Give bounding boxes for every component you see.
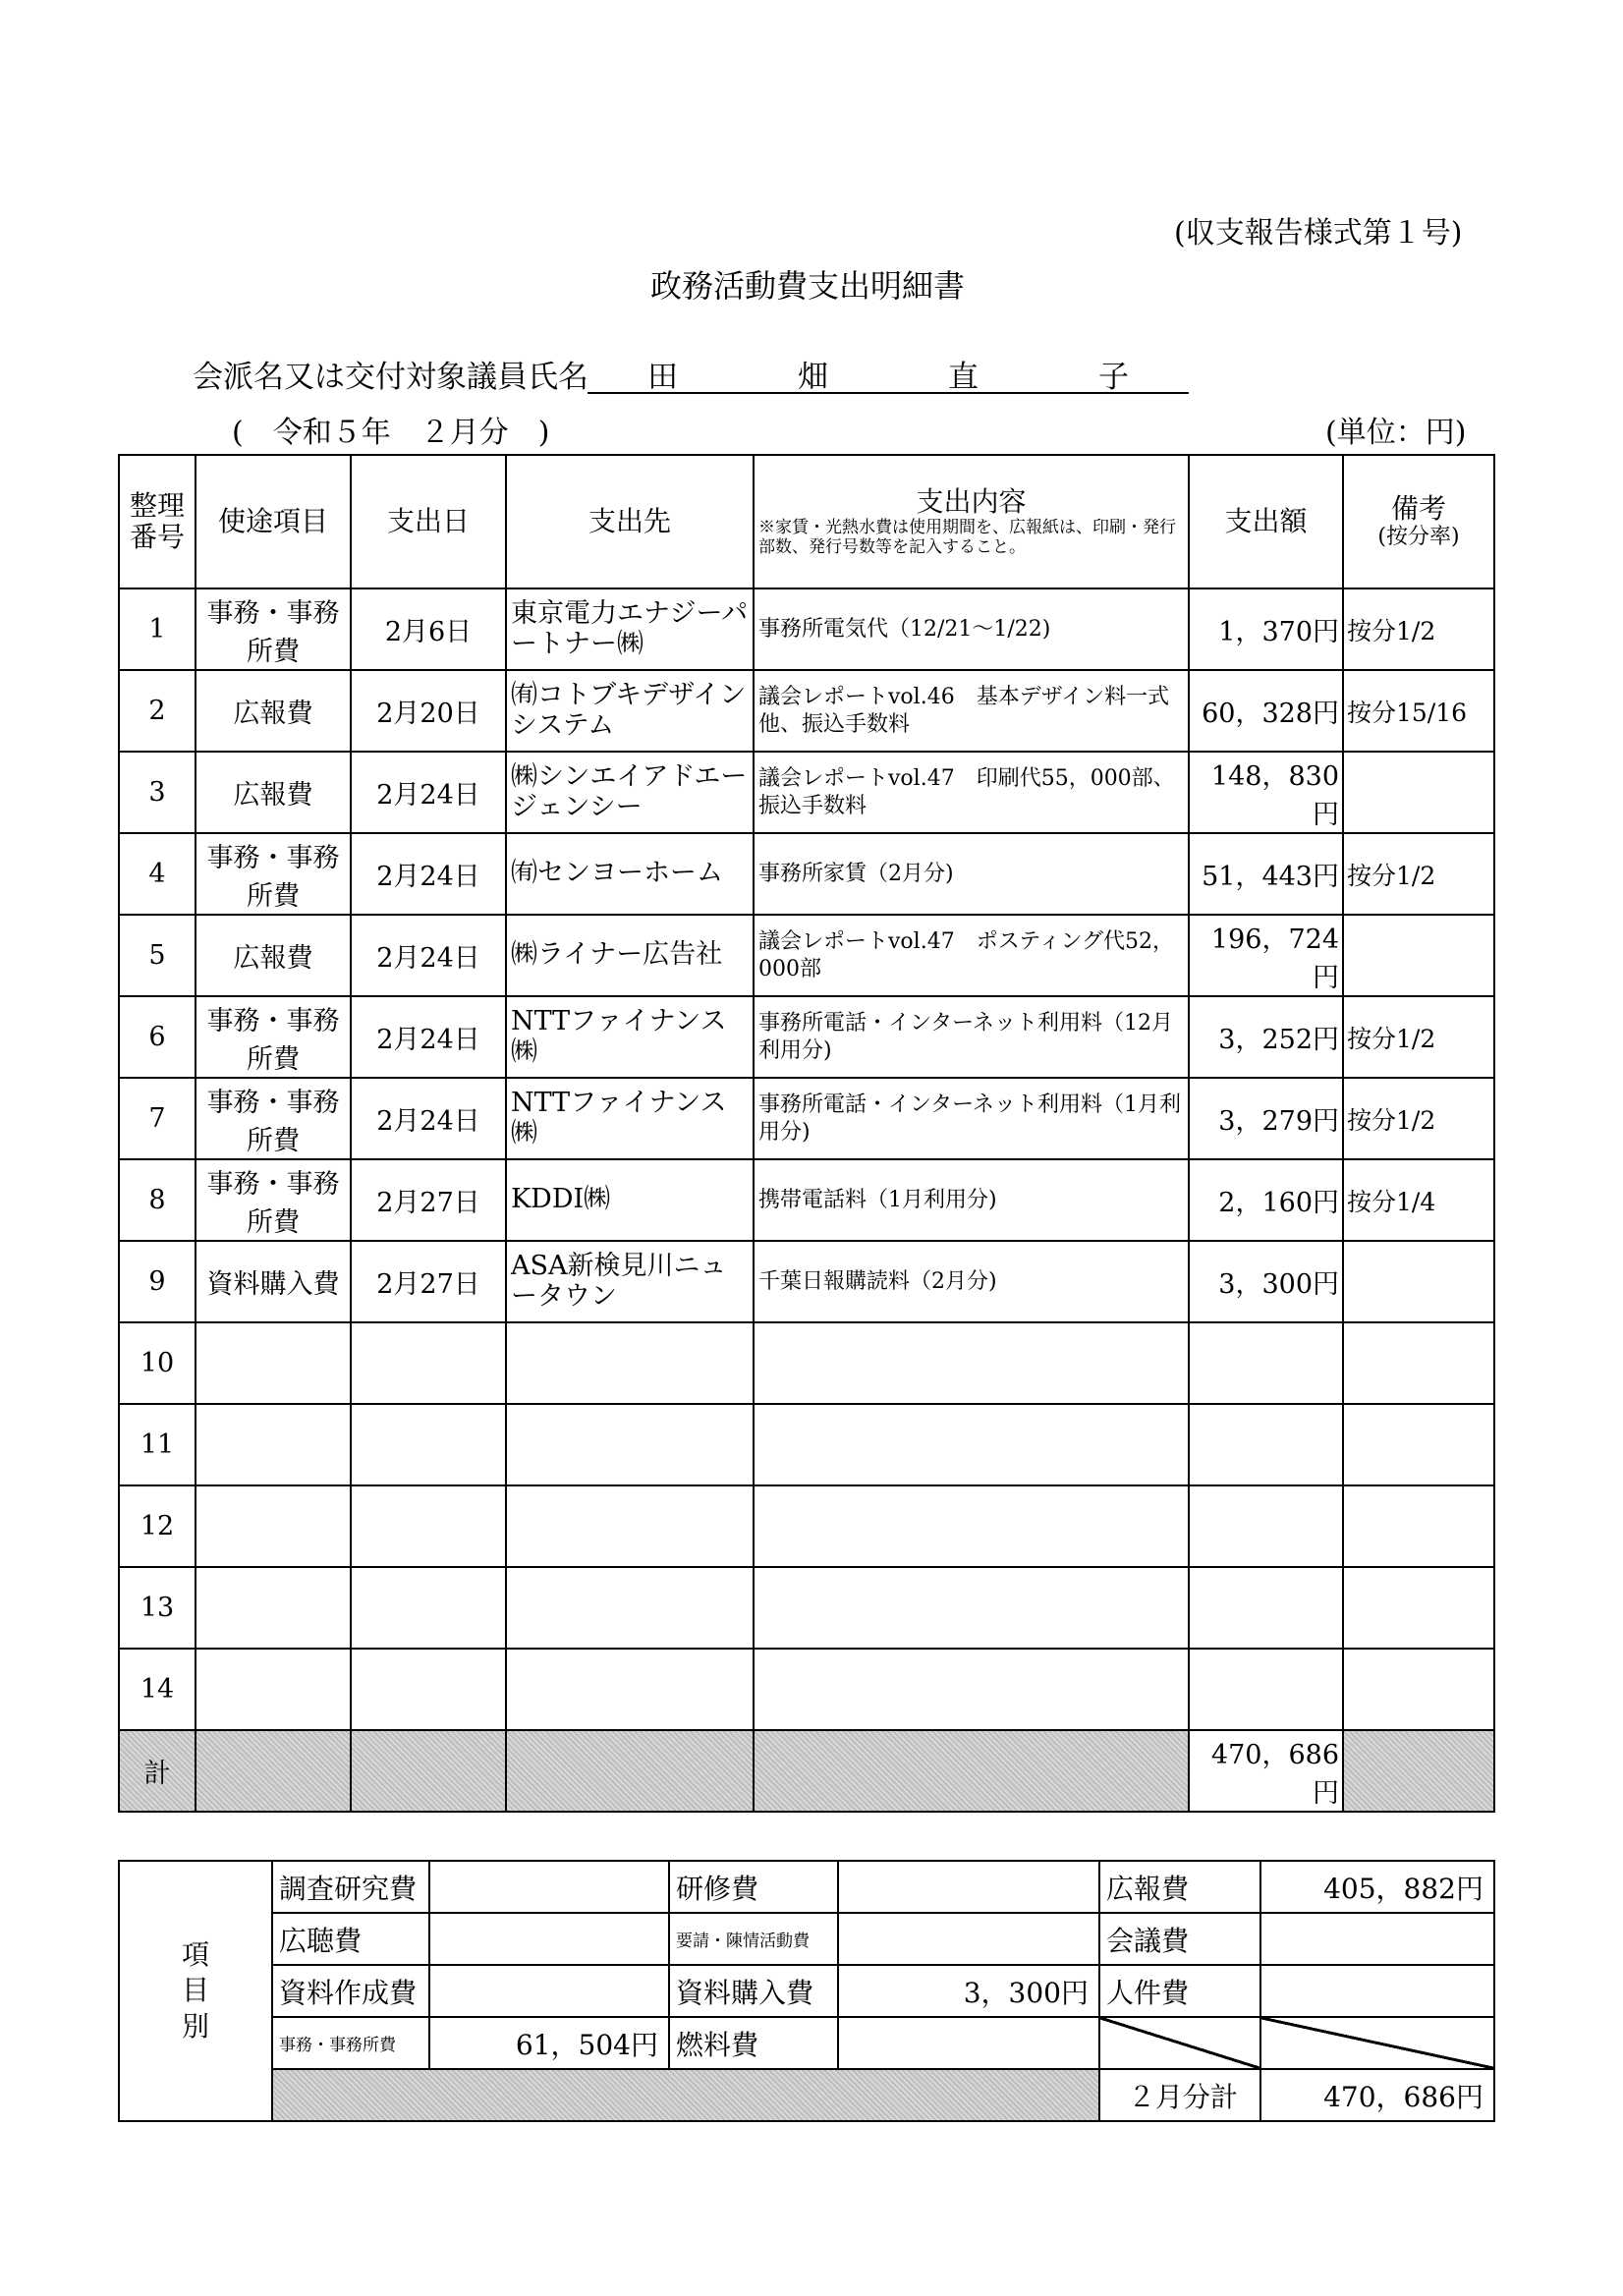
row-payee: ㈲センヨーホーム: [506, 833, 754, 915]
period: ( 令和５年 ２月分 ): [232, 416, 550, 450]
row-payee: ㈲コトブキデザインシステム: [506, 670, 754, 752]
total-label: 計: [119, 1730, 196, 1812]
row-note: [1343, 915, 1494, 996]
row-no: 5: [119, 915, 196, 996]
member-name-char: 田: [647, 360, 678, 395]
summary-table: [118, 1860, 1495, 2122]
table-row: [119, 588, 1494, 670]
row-purpose: 事務・事務所費: [196, 833, 351, 915]
meeting-amount: [1260, 1913, 1494, 1965]
fuel-amount: [838, 2017, 1099, 2069]
office-label: 事務・事務所費: [272, 2017, 429, 2069]
row-detail: 事務所家賃（2月分): [754, 833, 1189, 915]
row-note: 按分15/16: [1343, 670, 1494, 752]
row-payee: NTTファイナンス㈱: [506, 1078, 754, 1159]
row-detail: [754, 1322, 1189, 1404]
row-amount: [1189, 1649, 1343, 1730]
row-amount: 51，443円: [1189, 833, 1343, 915]
total-row: [119, 1730, 1494, 1812]
materials-making-amount: [429, 1965, 669, 2017]
training-amount: [838, 1861, 1099, 1913]
row-purpose: 広報費: [196, 915, 351, 996]
row-date: [351, 1404, 506, 1485]
row-no: 10: [119, 1322, 196, 1404]
expense-table: [118, 454, 1495, 1813]
row-amount: [1189, 1404, 1343, 1485]
row-date: 2月24日: [351, 833, 506, 915]
row-detail: 事務所電話・インターネット利用料（12月利用分): [754, 996, 1189, 1078]
row-payee: [506, 1322, 754, 1404]
row-note: 按分1/2: [1343, 996, 1494, 1078]
row-detail: [754, 1649, 1189, 1730]
row-note: [1343, 752, 1494, 833]
row-purpose: 広報費: [196, 670, 351, 752]
unit-label: (単位：円): [1325, 416, 1467, 450]
row-detail: 携帯電話料（1月利用分): [754, 1159, 1189, 1241]
diagonal-blank: [1099, 2017, 1260, 2069]
materials-making-label: 資料作成費: [272, 1965, 429, 2017]
header-detail: [754, 455, 1189, 588]
diagonal-blank: [1260, 2017, 1494, 2069]
petition-label: 要請・陳情活動費: [669, 1913, 838, 1965]
row-note: 按分1/2: [1343, 588, 1494, 670]
table-row: [119, 833, 1494, 915]
row-purpose: 資料購入費: [196, 1241, 351, 1322]
row-date: 2月24日: [351, 915, 506, 996]
name-label: 会派名又は交付対象議員氏名: [193, 360, 588, 395]
row-payee: 東京電力エナジーパートナー㈱: [506, 588, 754, 670]
petition-amount: [838, 1913, 1099, 1965]
row-note: 按分1/2: [1343, 1078, 1494, 1159]
meeting-label: 会議費: [1099, 1913, 1260, 1965]
row-detail: [754, 1485, 1189, 1567]
row-amount: 1，370円: [1189, 588, 1343, 670]
row-payee: KDDI㈱: [506, 1159, 754, 1241]
training-label: 研修費: [669, 1861, 838, 1913]
name-underline: [588, 392, 1189, 394]
row-payee: ㈱ライナー広告社: [506, 915, 754, 996]
row-date: [351, 1649, 506, 1730]
row-purpose: 事務・事務所費: [196, 1159, 351, 1241]
pr-label: 広報費: [1099, 1861, 1260, 1913]
row-no: 9: [119, 1241, 196, 1322]
row-purpose: 事務・事務所費: [196, 996, 351, 1078]
row-purpose: 事務・事務所費: [196, 588, 351, 670]
row-amount: 3，252円: [1189, 996, 1343, 1078]
table-row: [119, 1404, 1494, 1485]
materials-purchase-label: 資料購入費: [669, 1965, 838, 2017]
personnel-amount: [1260, 1965, 1494, 2017]
table-row: [119, 1485, 1494, 1567]
personnel-label: 人件費: [1099, 1965, 1260, 2017]
row-detail: [754, 1567, 1189, 1649]
row-purpose: 事務・事務所費: [196, 1078, 351, 1159]
row-amount: 60，328円: [1189, 670, 1343, 752]
pr-amount: 405，882円: [1260, 1861, 1494, 1913]
row-no: 7: [119, 1078, 196, 1159]
member-name-char: 畑: [798, 360, 828, 395]
row-no: 6: [119, 996, 196, 1078]
table-row: [119, 1159, 1494, 1241]
member-name-char: 直: [948, 360, 979, 395]
row-detail: [754, 1404, 1189, 1485]
row-purpose: [196, 1404, 351, 1485]
row-no: 11: [119, 1404, 196, 1485]
row-purpose: 広報費: [196, 752, 351, 833]
row-amount: [1189, 1322, 1343, 1404]
header-date: 支出日: [351, 455, 506, 588]
header-payee: 支出先: [506, 455, 754, 588]
row-purpose: [196, 1649, 351, 1730]
row-date: [351, 1322, 506, 1404]
row-note: 按分1/2: [1343, 833, 1494, 915]
row-note: [1343, 1241, 1494, 1322]
research-label: 調査研究費: [272, 1861, 429, 1913]
row-payee: [506, 1485, 754, 1567]
row-payee: [506, 1567, 754, 1649]
row-date: 2月27日: [351, 1159, 506, 1241]
row-note: [1343, 1567, 1494, 1649]
header-no: 整理 番号: [119, 455, 196, 588]
month-total-amount: 470，686円: [1260, 2069, 1494, 2121]
table-row: [119, 915, 1494, 996]
row-date: 2月6日: [351, 588, 506, 670]
row-detail: 千葉日報購読料（2月分): [754, 1241, 1189, 1322]
header-amount: 支出額: [1189, 455, 1343, 588]
row-detail: 議会レポートvol.47 印刷代55，000部、振込手数料: [754, 752, 1189, 833]
row-date: 2月24日: [351, 752, 506, 833]
form-number: (収支報告様式第１号): [1174, 216, 1463, 251]
row-detail: 議会レポートvol.47 ポスティング代52，000部: [754, 915, 1189, 996]
row-payee: ASA新検見川ニュータウン: [506, 1241, 754, 1322]
row-no: 8: [119, 1159, 196, 1241]
table-row: [119, 1078, 1494, 1159]
row-detail: 事務所電気代（12/21～1/22): [754, 588, 1189, 670]
row-date: 2月24日: [351, 1078, 506, 1159]
row-no: 12: [119, 1485, 196, 1567]
table-row: [119, 752, 1494, 833]
row-amount: 3，279円: [1189, 1078, 1343, 1159]
header-note: 備考 (按分率): [1343, 455, 1494, 588]
row-detail: 議会レポートvol.46 基本デザイン料一式他、振込手数料: [754, 670, 1189, 752]
row-purpose: [196, 1485, 351, 1567]
row-note: [1343, 1404, 1494, 1485]
fuel-label: 燃料費: [669, 2017, 838, 2069]
document-title: 政務活動費支出明細書: [650, 267, 966, 305]
header-note-sub: (按分率): [1377, 525, 1460, 550]
row-payee: [506, 1404, 754, 1485]
hearing-amount: [429, 1913, 669, 1965]
row-amount: 148，830円: [1189, 752, 1343, 833]
row-detail: 事務所電話・インターネット利用料（1月利用分): [754, 1078, 1189, 1159]
table-header: [119, 455, 1494, 588]
row-note: 按分1/4: [1343, 1159, 1494, 1241]
header-purpose: 使途項目: [196, 455, 351, 588]
row-amount: 2，160円: [1189, 1159, 1343, 1241]
row-payee: ㈱シンエイアドエージェンシー: [506, 752, 754, 833]
table-row: [119, 1649, 1494, 1730]
table-row: [119, 1322, 1494, 1404]
row-purpose: [196, 1567, 351, 1649]
row-amount: [1189, 1567, 1343, 1649]
shaded-area: [272, 2069, 1099, 2121]
research-amount: [429, 1861, 669, 1913]
row-no: 4: [119, 833, 196, 915]
month-total-label: ２月分計: [1099, 2069, 1260, 2121]
row-no: 2: [119, 670, 196, 752]
row-date: 2月24日: [351, 996, 506, 1078]
row-amount: [1189, 1485, 1343, 1567]
row-amount: 3，300円: [1189, 1241, 1343, 1322]
row-no: 1: [119, 588, 196, 670]
member-name: [588, 352, 1189, 396]
row-note: [1343, 1649, 1494, 1730]
row-date: 2月20日: [351, 670, 506, 752]
row-payee: NTTファイナンス㈱: [506, 996, 754, 1078]
row-no: 14: [119, 1649, 196, 1730]
row-purpose: [196, 1322, 351, 1404]
table-row: [119, 1241, 1494, 1322]
hearing-label: 広聴費: [272, 1913, 429, 1965]
member-name-char: 子: [1098, 360, 1129, 395]
header-detail-note: ※家賃・光熱水費は使用期間を、広報紙は、印刷・発行部数、発行号数等を記入すること。: [758, 517, 1176, 558]
table-row: [119, 996, 1494, 1078]
row-date: [351, 1485, 506, 1567]
total-amount: 470，686円: [1189, 1730, 1343, 1812]
row-no: 13: [119, 1567, 196, 1649]
row-date: [351, 1567, 506, 1649]
row-no: 3: [119, 752, 196, 833]
row-amount: 196，724円: [1189, 915, 1343, 996]
row-payee: [506, 1649, 754, 1730]
row-note: [1343, 1322, 1494, 1404]
materials-purchase-amount: 3，300円: [838, 1965, 1099, 2017]
table-row: [119, 1567, 1494, 1649]
header-detail-label: 支出内容: [916, 484, 1027, 518]
table-row: [119, 670, 1494, 752]
summary-side-label: 項 目 別: [119, 1861, 272, 2121]
row-note: [1343, 1485, 1494, 1567]
row-date: 2月27日: [351, 1241, 506, 1322]
office-amount: 61，504円: [429, 2017, 669, 2069]
